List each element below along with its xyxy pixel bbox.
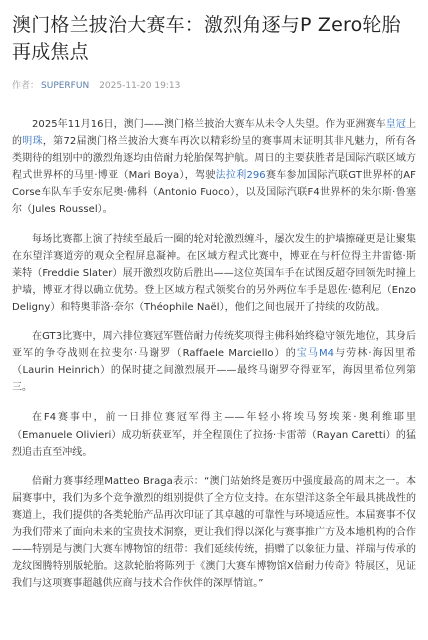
paragraph-3-text-b: 与劳林·海因里希（Laurin Heinrich）的保时捷之间激烈展开——最终马谢罗夺得亚军，海因里希位列第三。 — [12, 348, 416, 394]
paragraph-4: 在F4赛事中，前一日排位赛冠军得主——年轻小将埃马努埃莱·奥利维耶里（Emanuele Olivieri）成功斩获亚军，并全程顶住了拉扬·卡雷蒂（Rayan Caretti）的猛烈追击直至冲线。 — [12, 412, 416, 458]
article-title: 澳门格兰披治大赛车：激烈角逐与P Zero轮胎再成焦点 — [12, 14, 401, 63]
author-link[interactable]: SUPERFUN — [41, 81, 90, 91]
publish-date: 2025-11-20 19:13 — [99, 81, 181, 91]
paragraph-1-text-b: 上的 — [12, 119, 416, 148]
paragraph-1-text-d: 赛车参加国际汽联GT世界杯的AF Corse车队车手安东尼奥·佛科（Antonio Fuoco），以及国际汽联F4世界杯的朱尔斯·鲁塞尔（Jules Roussel）。 — [12, 170, 416, 216]
author-label: 作者： — [12, 81, 40, 91]
link-bmw-m4[interactable]: 宝马M4 — [296, 348, 335, 360]
link-ferrari-296[interactable]: 法拉利296 — [215, 170, 266, 182]
article-meta — [12, 80, 416, 92]
paragraph-5: 倍耐力赛事经理Matteo Braga表示：“澳门站始终是赛历中强度最高的周末之一。本届赛事中，我们为多个竞争激烈的组别提供了全方位支持。在东望洋这条全年最具挑战性的赛道上，我们提供的各类轮胎产品再次印证了其卓越的可靠性与环境适应性。本届赛事不仅为我们带来了面向未来的宝贵技术洞察，更让我们得以深化与赛事推广方及本地机构的合作——特别是与澳门大赛车博物馆的纽带：我们延续传统，捐赠了以象征力量、祥瑞与传承的龙纹图腾特别版轮胎。这款轮胎将陈列于《澳门大赛车博物馆X倍耐力传奇》特展区，见证我们与这项赛事超越供应商与技术合作伙伴的深厚情谊。” — [12, 475, 416, 590]
paragraph-1 — [12, 116, 416, 219]
paragraph-3-text-a: 在GT3比赛中，周六排位赛冠军暨倍耐力传统奖项得主佛科始终稳守领先地位，其身后亚军的争夺战则在拉斐尔·马谢罗（Raffaele Marciello）的 — [12, 331, 416, 360]
link-pearl[interactable]: 明珠 — [22, 136, 43, 148]
link-crown[interactable]: 皇冠 — [385, 119, 406, 130]
paragraph-1-text-c: ，第72届澳门格兰披治大赛车再次以精彩纷呈的赛事周末证明其非凡魅力，所有各类期待的组别中的激烈角逐均由倍耐力轮胎保驾护航。周日的主要获胜者是国际汽联区域方程式世界杯的马里·博亚（Mari Boya），驾驶 — [12, 136, 416, 182]
paragraph-2: 每场比赛都上演了持续至最后一圈的轮对轮激烈缠斗，屡次发生的护墙擦碰更是让聚集在东望洋赛道旁的观众全程屏息凝神。在区域方程式比赛中，博亚在与杆位得主井雷德·斯莱特（Freddie Slater）展开激烈攻防后胜出——这位英国车手在试图反超夺回领先时撞上护墙，博亚才得以确立优势。登上区域方程式领奖台的另外两位车手是恩佐·德利尼（Enzo Deligny）和特奥菲洛·奈尔（Théophile Naël），他们之间也展开了持续的攻防战。 — [12, 233, 416, 313]
paragraph-3 — [12, 328, 416, 396]
paragraph-1-text-a: 2025年11月16日，澳门——澳门格兰披治大赛车从未令人失望。作为亚洲赛车 — [32, 119, 386, 130]
